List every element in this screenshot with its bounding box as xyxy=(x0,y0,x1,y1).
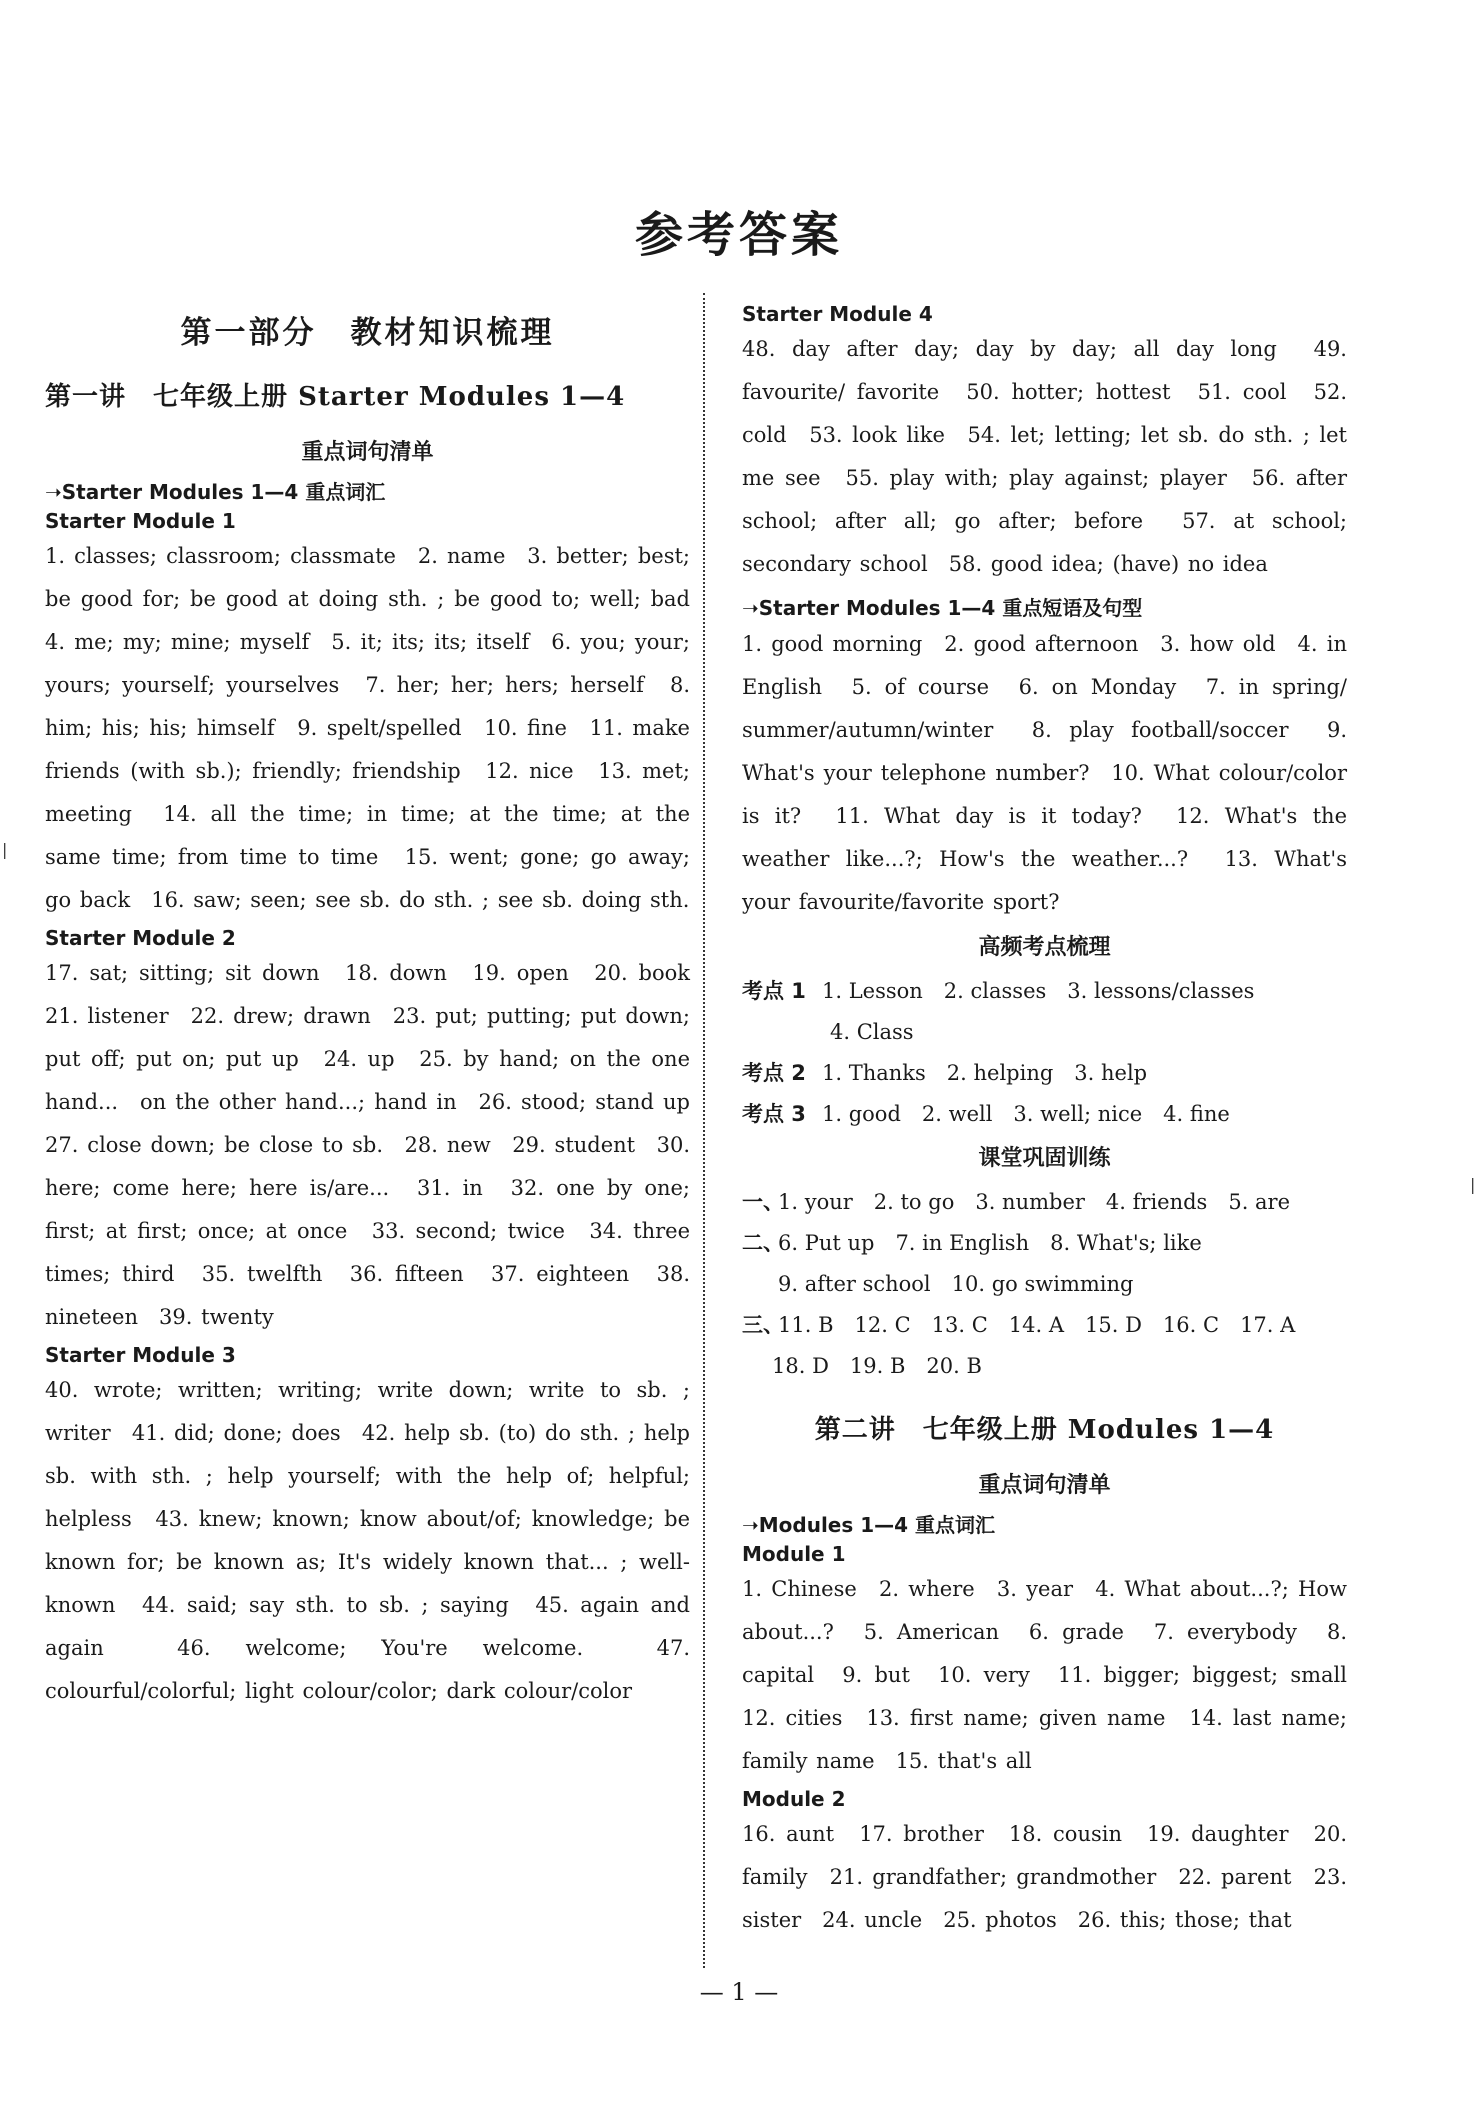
exercise-row xyxy=(742,1305,1347,1346)
kaodian-row xyxy=(742,1094,1347,1135)
answer-paragraph: 17. sat; sitting; sit down 18. down 19. open 20. book 21. listener 22. drew; drawn 23. put; putting; put down; put off; put on; put up 24. up 25. by hand; on the one hand... on the other hand...; hand in 26. stood; stand up 27. close down; be close to sb. 28. new 29. student 30. here; come here; here is/are... 31. in 32. one by one; first; at first; once; at once 33. second; twice 34. three times; third 35. twelfth 36. fifteen 37. eighteen 38. nineteen 39. twenty xyxy=(45,961,711,1329)
module-heading: Starter Module 3 xyxy=(45,1343,236,1367)
exercise-text: 1. your 2. to go 3. number 4. friends 5. are xyxy=(778,1190,1291,1214)
exercise-label: 二、 xyxy=(742,1231,784,1255)
module-heading: Module 2 xyxy=(742,1787,846,1811)
module-heading: Starter Module 4 xyxy=(742,302,933,326)
module-heading: Starter Module 1 xyxy=(45,509,236,533)
lecture-title xyxy=(742,1409,1347,1446)
exercise-text: 6. Put up 7. in English 8. What's; like xyxy=(778,1231,1202,1255)
kaodian-text: 1. good 2. well 3. well; nice 4. fine xyxy=(822,1102,1230,1126)
column-divider xyxy=(703,293,705,1968)
lecture-title-cn: 第二讲 七年级上册 xyxy=(814,1415,1058,1445)
lecture-title xyxy=(45,376,690,413)
page-title: 参考答案 xyxy=(634,207,843,263)
exercise-row xyxy=(742,1223,1347,1264)
answer-paragraph: 1. good morning 2. good afternoon 3. how old 4. in English 5. of course 6. on Monday 7. in spring/ summer/autumn/winter 8. play football/soccer 9. What's your telephone number? 10. What colour/color is it? 11. What day is it today? 12. What's the weather like...?; How's the weather...? 13. What's your favourite/favorite sport? xyxy=(742,632,1347,914)
answer-paragraph: 16. aunt 17. brother 18. cousin 19. daughter 20. family 21. grandfather; grandmother 22. parent 23. sister 24. uncle 25. photos 26. this; those; that xyxy=(742,1822,1347,1932)
answer-paragraph: 40. wrote; written; writing; write down; write to sb. ; writer 41. did; done; does 42. help sb. (to) do sth. ; help sb. with sth. ; help yourself; with the help of; helpful; helpless 43. knew; known; know about/of; knowledge; be known for; be known as; It's widely known that... ; well-known 44. said; say sth. to sb. ; saying 45. again and again 46. welcome; You're welcome. 47. colourful/colorful; light colour/color; dark colour/color xyxy=(45,1378,690,1703)
part-title: 第一部分 教材知识梳理 xyxy=(180,315,555,351)
lecture-title-en: Modules 1—4 xyxy=(1067,1415,1275,1445)
lecture-title-en: Starter Modules 1—4 xyxy=(298,382,626,412)
margin-mark: | xyxy=(1470,1175,1476,1194)
kaodian-row xyxy=(742,1053,1347,1094)
kaodian-row xyxy=(742,1012,1347,1053)
vocab-heading: ➝Starter Modules 1—4 重点词汇 xyxy=(45,480,386,504)
kaodian-label: 考点 2 xyxy=(742,1061,806,1085)
phrase-heading: ➝Starter Modules 1—4 重点短语及句型 xyxy=(742,596,1143,620)
exercise-row xyxy=(742,1346,1347,1387)
kaodian-row xyxy=(742,971,1347,1012)
kaodian-text: 1. Thanks 2. helping 3. help xyxy=(822,1061,1148,1085)
kaodian-label: 考点 1 xyxy=(742,979,806,1003)
module-heading: Starter Module 2 xyxy=(45,926,236,950)
exercise-text: 11. B 12. C 13. C 14. A 15. D 16. C 17. A xyxy=(778,1313,1296,1337)
left-column xyxy=(45,295,711,1713)
section-heading: 重点词句清单 xyxy=(978,1473,1111,1498)
exercise-label: 三、 xyxy=(742,1313,784,1337)
exercise-label: 一、 xyxy=(742,1190,784,1214)
right-column xyxy=(742,298,1368,1942)
kaodian-text: 1. Lesson 2. classes 3. lessons/classes xyxy=(822,979,1255,1003)
lecture-title-cn: 第一讲 七年级上册 xyxy=(45,382,289,412)
exercise-row xyxy=(742,1264,1347,1305)
answer-paragraph: 1. classes; classroom; classmate 2. name 3. better; best; be good for; be good at doing sth. ; be good to; well; bad 4. me; my; mine; myself 5. it; its; its; itself 6. you; your; yours; yourself; yourselves 7. her; her; hers; herself 8. him; his; his; himself 9. spelt/spelled 10. fine 11. make friends (with sb.); friendly; friendship 12. nice 13. met; meeting 14. all the time; in time; at the time; at the same time; from time to time 15. went; gone; go away; go back 16. saw; seen; see sb. do sth. ; see sb. doing sth. xyxy=(45,544,711,912)
kaodian-label: 考点 3 xyxy=(742,1102,806,1126)
exercise-text: 18. D 19. B 20. B xyxy=(772,1354,982,1378)
vocab-heading: ➝Modules 1—4 重点词汇 xyxy=(742,1513,996,1537)
kaodian-text: 4. Class xyxy=(830,1020,914,1044)
section-heading: 课堂巩固训练 xyxy=(978,1146,1111,1171)
answer-paragraph: 1. Chinese 2. where 3. year 4. What about...?; How about...? 5. American 6. grade 7. everybody 8. capital 9. but 10. very 11. bigger; biggest; small 12. cities 13. first name; given name 14. last name; family name 15. that's all xyxy=(742,1577,1368,1773)
page-number: — 1 — xyxy=(699,1978,779,2006)
exercise-text: 9. after school 10. go swimming xyxy=(778,1272,1134,1296)
answer-paragraph: 48. day after day; day by day; all day long 49. favourite/ favorite 50. hotter; hottest 51. cool 52. cold 53. look like 54. let; letting; let sb. do sth. ; let me see 55. play with; play against; player 56. after school; after all; go after; before 57. at school; secondary school 58. good idea; (have) no idea xyxy=(742,337,1347,576)
section-heading: 重点词句清单 xyxy=(301,440,434,465)
margin-mark: | xyxy=(2,840,8,859)
section-heading: 高频考点梳理 xyxy=(978,935,1111,960)
module-heading: Module 1 xyxy=(742,1542,846,1566)
exercise-row xyxy=(742,1182,1347,1223)
